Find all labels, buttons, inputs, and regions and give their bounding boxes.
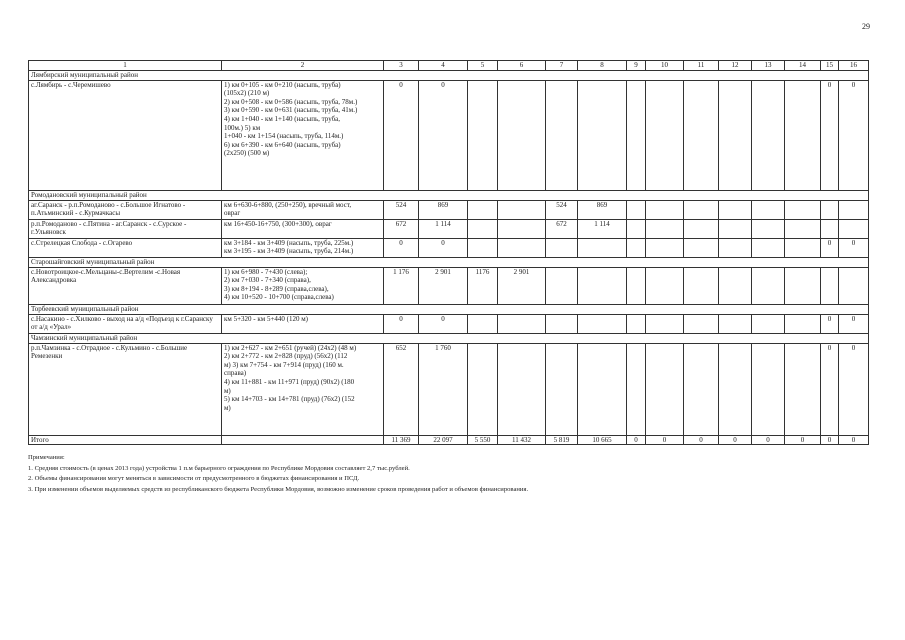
value-cell [785,343,821,435]
value-cell [752,200,785,219]
total-value: 11 369 [384,435,419,445]
road-name: с.Стрелецкая Слобода - с.Огарево [29,238,222,257]
total-value: 0 [719,435,752,445]
value-cell: 0 [839,343,869,435]
value-cell [839,200,869,219]
value-cell [468,343,498,435]
column-header: 1 [29,61,222,71]
column-header: 5 [468,61,498,71]
road-name: с.Насакино - с.Хилково - выход на а/д «Подъезд к г.Саранску от а/д «Урал» [29,314,222,333]
description-line: 3) км 0+590 - км 0+631 (насыпь, труба, 41м.) [224,106,358,115]
total-value: 0 [752,435,785,445]
value-cell [578,314,627,333]
road-description [222,80,384,190]
value-cell: 1 114 [419,219,468,238]
description-line: 1) км 2+627 - км 2+651 (ручей) (24x2) (48 м) [224,343,357,352]
column-header: 10 [646,61,684,71]
value-cell: 524 [384,200,419,219]
column-header: 15 [821,61,839,71]
value-cell [627,200,646,219]
value-cell [646,238,684,257]
value-cell [684,238,719,257]
value-cell [752,80,785,190]
value-cell: 0 [384,80,419,190]
description-line: 1+040 - км 1+154 (насыпь, труба, 114м.) [224,132,344,141]
value-cell [752,267,785,304]
value-cell [627,267,646,304]
column-header: 4 [419,61,468,71]
value-cell [546,80,578,190]
value-cell: 869 [578,200,627,219]
district-row [29,304,869,314]
description-line: м) [224,386,231,395]
value-cell [578,238,627,257]
description-line: 100м.) 5) км [224,123,261,132]
column-header: 3 [384,61,419,71]
value-cell [627,219,646,238]
value-cell [719,238,752,257]
description-line: (105x2) (210 м) [224,89,270,98]
value-cell: 524 [546,200,578,219]
road-description [222,343,384,435]
column-header: 2 [222,61,384,71]
description-line: 4) км 10+520 - 10+700 (справа,слева) [224,293,334,302]
value-cell [752,343,785,435]
value-cell: 0 [839,238,869,257]
district-row [29,333,869,343]
description-line: 3) км 8+194 - 8+289 (справа,слева), [224,284,329,293]
total-value: 0 [627,435,646,445]
total-value: 10 665 [578,435,627,445]
value-cell [821,200,839,219]
note-3: 3. При изменении объемов выделяемых средств из республиканского бюджета Республики Мордовия, возможно изменение сроков проведения работ и объемов финансирования. [28,485,529,493]
table-row [29,343,869,435]
value-cell [646,267,684,304]
description-line: 4) км 11+881 - км 11+971 (пруд) (90x2) (180 [224,377,355,386]
value-cell [546,314,578,333]
road-description [222,238,384,257]
notes-title: Примечания: [28,454,65,461]
table-row [29,200,869,219]
value-cell: 672 [546,219,578,238]
total-value: 0 [646,435,684,445]
note-2: 2. Объемы финансирования могут меняться в зависимости от предусмотренного в бюджетах финансирования и ПСД. [28,475,360,483]
value-cell [627,238,646,257]
description-line: овраг [224,209,241,218]
description-line: м) [224,403,231,412]
value-cell: 652 [384,343,419,435]
column-header: 14 [785,61,821,71]
value-cell: 0 [839,314,869,333]
value-cell [785,219,821,238]
description-line: 1) км 6+980 - 7+430 (слева); [224,267,308,276]
empty-cell [222,435,384,445]
note-1: 1. Средняя стоимость (в ценах 2013 года) устройства 1 п.м барьерного ограждения по Республике Мордовия составляет 2,7 тыс.рублей. [28,464,410,472]
value-cell [646,314,684,333]
value-cell [578,343,627,435]
financing-table [28,60,869,445]
value-cell [684,200,719,219]
value-cell [839,219,869,238]
value-cell: 1176 [468,267,498,304]
total-value: 0 [785,435,821,445]
column-header: 8 [578,61,627,71]
total-value: 11 432 [498,435,546,445]
district-name: Лямбирский муниципальный район [29,70,869,80]
district-name: Торбеевский муниципальный район [29,304,869,314]
value-cell [627,343,646,435]
value-cell: 0 [419,80,468,190]
road-description [222,200,384,219]
total-value: 0 [821,435,839,445]
value-cell: 0 [419,314,468,333]
district-row [29,70,869,80]
value-cell: 672 [384,219,419,238]
value-cell [719,80,752,190]
column-header: 9 [627,61,646,71]
table-row [29,238,869,257]
value-cell: 1 176 [384,267,419,304]
value-cell [627,80,646,190]
value-cell: 2 901 [419,267,468,304]
value-cell [785,314,821,333]
value-cell [578,80,627,190]
total-value: 5 819 [546,435,578,445]
district-name: Ромодановский муниципальный район [29,190,869,200]
value-cell [684,219,719,238]
page-number: 29 [862,22,870,31]
value-cell: 1 114 [578,219,627,238]
column-header: 6 [498,61,546,71]
value-cell [752,314,785,333]
header-row [29,61,869,71]
value-cell [785,267,821,304]
column-header: 16 [839,61,869,71]
value-cell [468,314,498,333]
value-cell [546,343,578,435]
value-cell [498,80,546,190]
district-name: Чамзинский муниципальный район [29,333,869,343]
road-description [222,267,384,304]
total-label: Итого [29,435,222,445]
value-cell: 0 [821,314,839,333]
value-cell [646,343,684,435]
value-cell [785,80,821,190]
value-cell [719,200,752,219]
value-cell [498,314,546,333]
value-cell: 0 [821,80,839,190]
value-cell [821,267,839,304]
table-row [29,219,869,238]
description-line: км 3+195 - км 3+409 (насыпь, труба, 214м.) [224,247,354,256]
total-value: 5 550 [468,435,498,445]
value-cell [684,267,719,304]
value-cell [785,238,821,257]
road-description [222,314,384,333]
value-cell [646,219,684,238]
value-cell [719,267,752,304]
table-row [29,267,869,304]
total-row [29,435,869,445]
total-value: 0 [684,435,719,445]
district-name: Старошайговский муниципальный район [29,257,869,267]
column-header: 12 [719,61,752,71]
value-cell [498,238,546,257]
value-cell [646,200,684,219]
value-cell: 0 [384,238,419,257]
value-cell [468,80,498,190]
value-cell [498,343,546,435]
road-name: с.Лямбирь - с.Черемишево [29,80,222,190]
road-name: с.Новотроицкое-с.Мельцаны-с.Вертелим -с.Новая Александровка [29,267,222,304]
value-cell [752,238,785,257]
value-cell: 0 [821,238,839,257]
value-cell [468,238,498,257]
value-cell: 0 [419,238,468,257]
value-cell: 1 760 [419,343,468,435]
value-cell [498,219,546,238]
description-line: 2) км 0+508 - км 0+586 (насыпь, труба, 78м.) [224,97,358,106]
description-line: 6) км 6+390 - км 6+640 (насыпь, труба) [224,140,341,149]
value-cell: 0 [384,314,419,333]
description-line: 2) км 7+030 - 7+340 (справа), [224,276,311,285]
column-header: 11 [684,61,719,71]
value-cell [546,267,578,304]
value-cell: 869 [419,200,468,219]
value-cell: 0 [839,80,869,190]
value-cell [578,267,627,304]
value-cell [719,314,752,333]
value-cell [627,314,646,333]
value-cell [684,314,719,333]
road-name: аг.Саранск - р.п.Ромоданово - с.Большое Игнатово - п.Атьминский - с.Курмачкасы [29,200,222,219]
description-line: км 16+450-16+750, (300+300), овраг [224,219,332,228]
table-row [29,80,869,190]
notes-block [28,453,528,495]
description-line: 1) км 0+105 - км 0+210 (насыпь, труба) [224,80,341,89]
column-header: 13 [752,61,785,71]
value-cell [719,219,752,238]
description-line: 5) км 14+703 - км 14+781 (пруд) (76x2) (152 [224,395,355,404]
description-line: справа) [224,369,247,378]
value-cell [646,80,684,190]
description-line: км 6+630-6+880, (250+250), вречный мост, [224,200,352,209]
description-line: м) 3) км 7+754 - км 7+914 (пруд) (160 м. [224,360,344,369]
value-cell [785,200,821,219]
value-cell [684,80,719,190]
total-value: 0 [839,435,869,445]
road-name: р.п.Ромоданово - с.Пятина - аг.Саранск - с.Сурское - г.Ульяновск [29,219,222,238]
value-cell: 0 [821,343,839,435]
description-line: (2x250) (500 м) [224,149,270,158]
value-cell [719,343,752,435]
road-name: р.п.Чамзинка - с.Отрадное - с.Кульмино - с.Большие Ремезенки [29,343,222,435]
description-line: 4) км 1+040 - км 1+140 (насыпь, труба, [224,114,341,123]
description-line: км 3+184 - км 3+409 (насыпь, труба, 225м.) [224,238,354,247]
value-cell [752,219,785,238]
value-cell [821,219,839,238]
value-cell: 2 901 [498,267,546,304]
table-row [29,314,869,333]
road-description [222,219,384,238]
description-line: 2) км 2+772 - км 2+828 (пруд) (56x2) (112 [224,352,348,361]
column-header: 7 [546,61,578,71]
value-cell [468,219,498,238]
district-row [29,257,869,267]
value-cell [684,343,719,435]
district-row [29,190,869,200]
description-line: км 5+320 - км 5+440 (120 м) [224,314,308,323]
value-cell [468,200,498,219]
total-value: 22 097 [419,435,468,445]
value-cell [839,267,869,304]
value-cell [498,200,546,219]
value-cell [546,238,578,257]
